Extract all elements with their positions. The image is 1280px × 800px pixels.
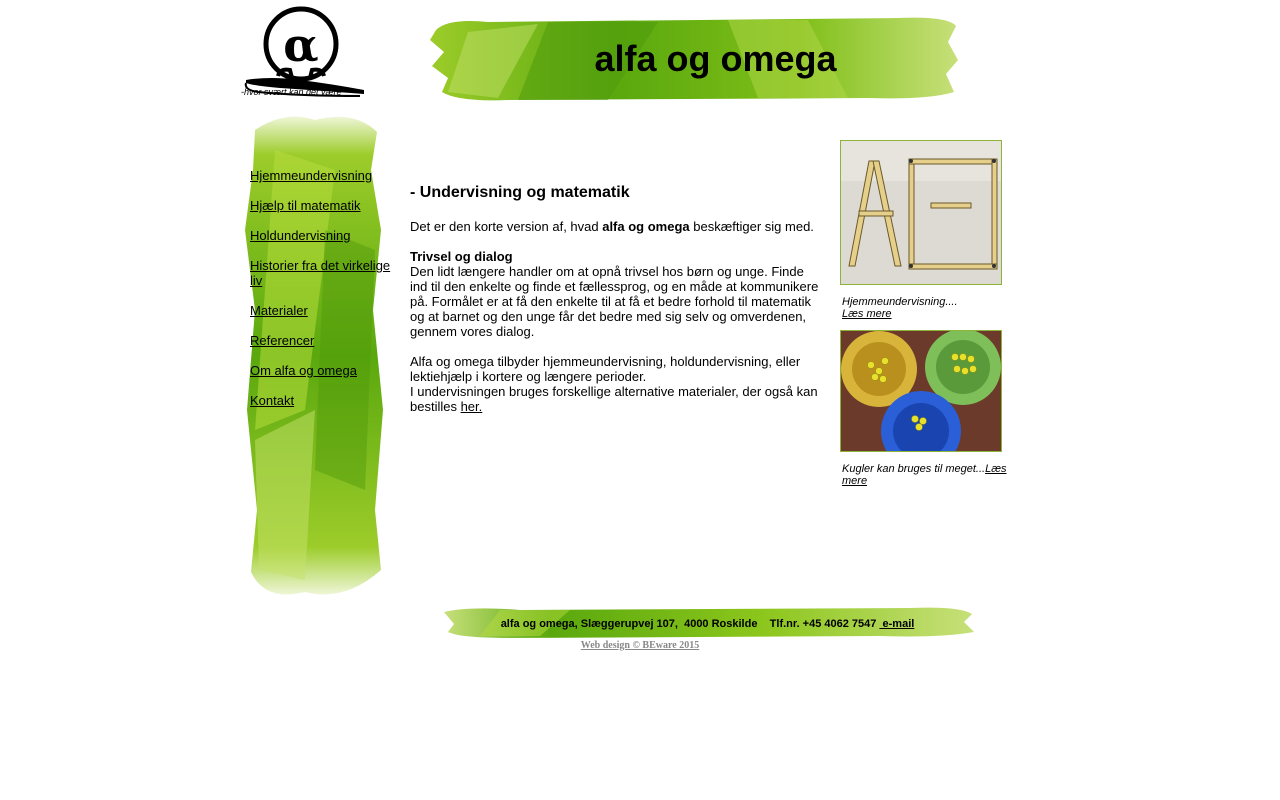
read-more-link-2[interactable]: Læs mere xyxy=(842,463,1007,487)
nav-item-referencer[interactable]: Referencer xyxy=(250,333,315,348)
nav-item-holdundervisning[interactable]: Holdundervisning xyxy=(250,228,351,243)
order-materials-link[interactable]: her. xyxy=(460,399,483,414)
photo1-caption: Hjemmeundervisning.... Læs mere xyxy=(842,296,958,320)
nav-item-historier[interactable]: Historier fra det virkelige liv xyxy=(250,258,391,288)
web-design-credit-link[interactable]: Web design © BEware 2015 xyxy=(580,640,700,651)
nav-item-hjemmeundervisning[interactable]: Hjemmeundervisning xyxy=(250,168,373,183)
nav-item-kontakt[interactable]: Kontakt xyxy=(250,393,295,408)
tagline: -hvor svært kan det være xyxy=(241,87,342,97)
nav-item-om-alfa-og-omega[interactable]: Om alfa og omega xyxy=(250,363,357,378)
sidebar-nav xyxy=(250,168,400,423)
svg-text:α: α xyxy=(283,18,319,72)
main-content xyxy=(410,184,820,414)
marbles-bowls-photo[interactable] xyxy=(840,330,1002,452)
photo2-caption: Kugler kan bruges til meget...Læs mere xyxy=(842,463,1007,487)
read-more-link-1[interactable]: Læs mere xyxy=(842,308,892,320)
nav-item-hjaelp-til-matematik[interactable]: Hjælp til matematik xyxy=(250,198,361,213)
site-title: alfa og omega xyxy=(594,38,837,79)
section-body: Den lidt længere handler om at opnå trivsel hos børn og unge. Finde ind til den enkelte og finde et fællessprog, og en måde at kommunikere på. Formålet er at få den enkelte til at få et bedre forhold til matematik og at barnet og den unge får det bedre med sig selv og omverdenen, gennem vores dialog. xyxy=(410,264,819,339)
alpha-omega-logo-icon xyxy=(240,6,370,98)
offer-paragraph: Alfa og omega tilbyder hjemmeundervisning, holdundervisning, eller lektiehjælp i kortere og længere perioder. xyxy=(410,354,801,384)
page-heading: - Undervisning og matematik xyxy=(410,184,630,201)
footer-credit xyxy=(540,640,740,651)
materials-paragraph: I undervisningen bruges forskellige alternative materialer, der også kan bestilles her. xyxy=(410,384,818,414)
email-link[interactable]: e-mail xyxy=(879,618,915,630)
intro-paragraph: Det er den korte version af, hvad alfa og omega beskæftiger sig med. xyxy=(410,219,814,234)
footer-contact: alfa og omega, Slæggerupvej 107, 4000 Roskilde Tlf.nr. +45 4062 7547 e-mail xyxy=(500,618,915,630)
section-title: Trivsel og dialog xyxy=(410,249,513,264)
folding-ruler-photo[interactable] xyxy=(840,140,1002,285)
nav-item-materialer[interactable]: Materialer xyxy=(250,303,308,318)
logo[interactable] xyxy=(240,6,370,98)
